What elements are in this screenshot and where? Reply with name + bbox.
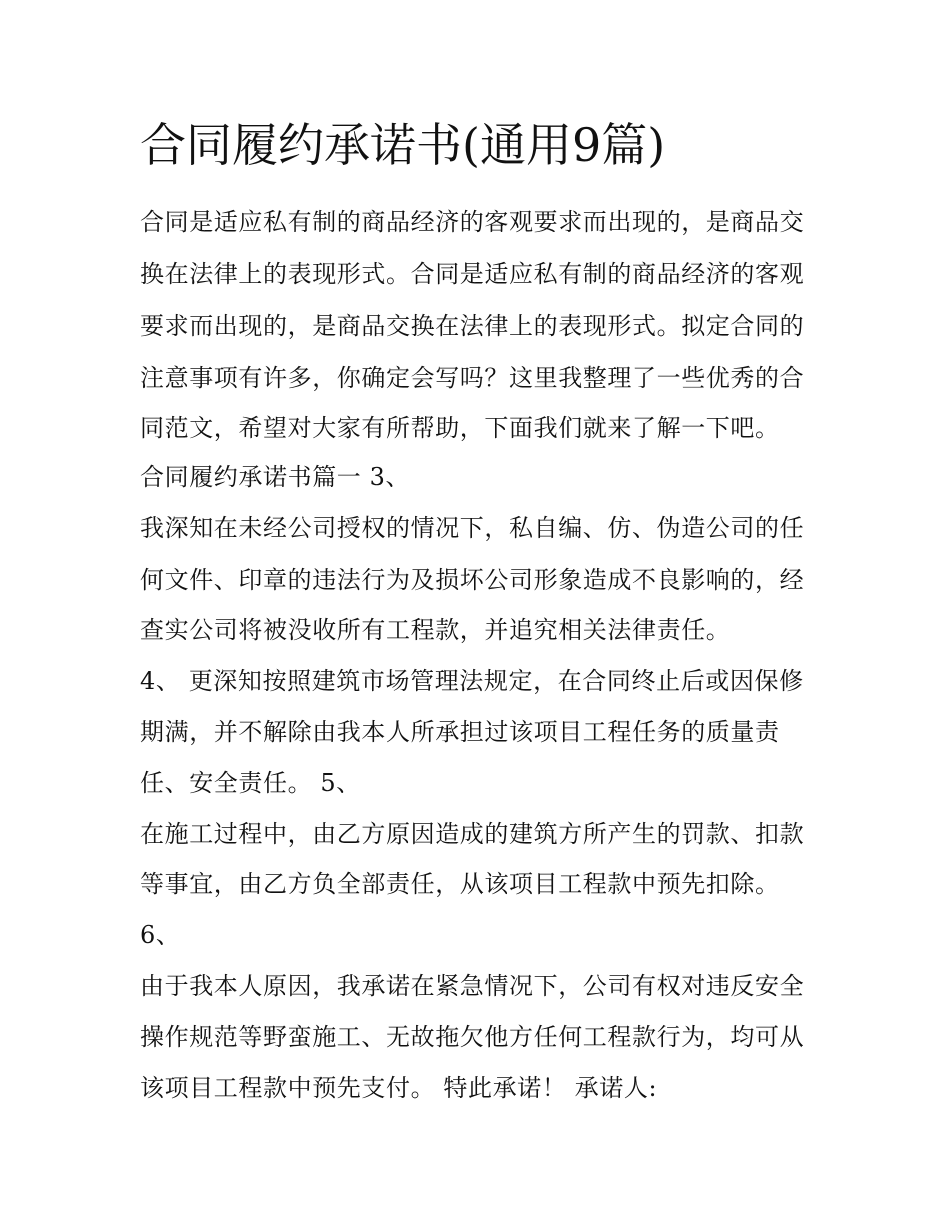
body-line: 4、 更深知按照建筑市场管理法规定，在合同终止后或因保修: [140, 667, 804, 695]
body-line: 查实公司将被没收所有工程款，并追究相关法律责任。: [140, 616, 731, 644]
document-title: 合同履约承诺书(通用9篇): [140, 118, 666, 172]
body-line: 同范文，希望对大家有所帮助，下面我们就来了解一下吧。: [140, 414, 780, 442]
body-line: 由于我本人原因，我承诺在紧急情况下，公司有权对违反安全: [140, 972, 805, 1000]
body-line: 要求而出现的，是商品交换在法律上的表现形式。拟定合同的: [140, 312, 805, 340]
body-line: 何文件、印章的违法行为及损坏公司形象造成不良影响的，经: [140, 566, 805, 594]
body-line: 换在法律上的表现形式。合同是适应私有制的商品经济的客观: [140, 260, 805, 288]
body-line: 合同是适应私有制的商品经济的客观要求而出现的，是商品交: [140, 208, 805, 236]
body-line: 在施工过程中，由乙方原因造成的建筑方所产生的罚款、扣款: [140, 820, 805, 848]
body-line: 6、: [140, 921, 181, 949]
body-line: 等事宜，由乙方负全部责任，从该项目工程款中预先扣除。: [140, 870, 780, 898]
body-line: 该项目工程款中预先支付。 特此承诺！ 承诺人:: [140, 1074, 658, 1102]
body-line: 任、安全责任。 5、: [140, 769, 361, 797]
body-line: 期满，并不解除由我本人所承担过该项目工程任务的质量责: [140, 718, 780, 746]
body-line: 我深知在未经公司授权的情况下，私自编、仿、伪造公司的任: [140, 514, 805, 542]
section-heading: 合同履约承诺书篇一 3、: [140, 463, 411, 491]
body-line: 操作规范等野蛮施工、无故拖欠他方任何工程款行为，均可从: [140, 1023, 805, 1051]
body-line: 注意事项有许多，你确定会写吗？这里我整理了一些优秀的合: [140, 364, 805, 392]
